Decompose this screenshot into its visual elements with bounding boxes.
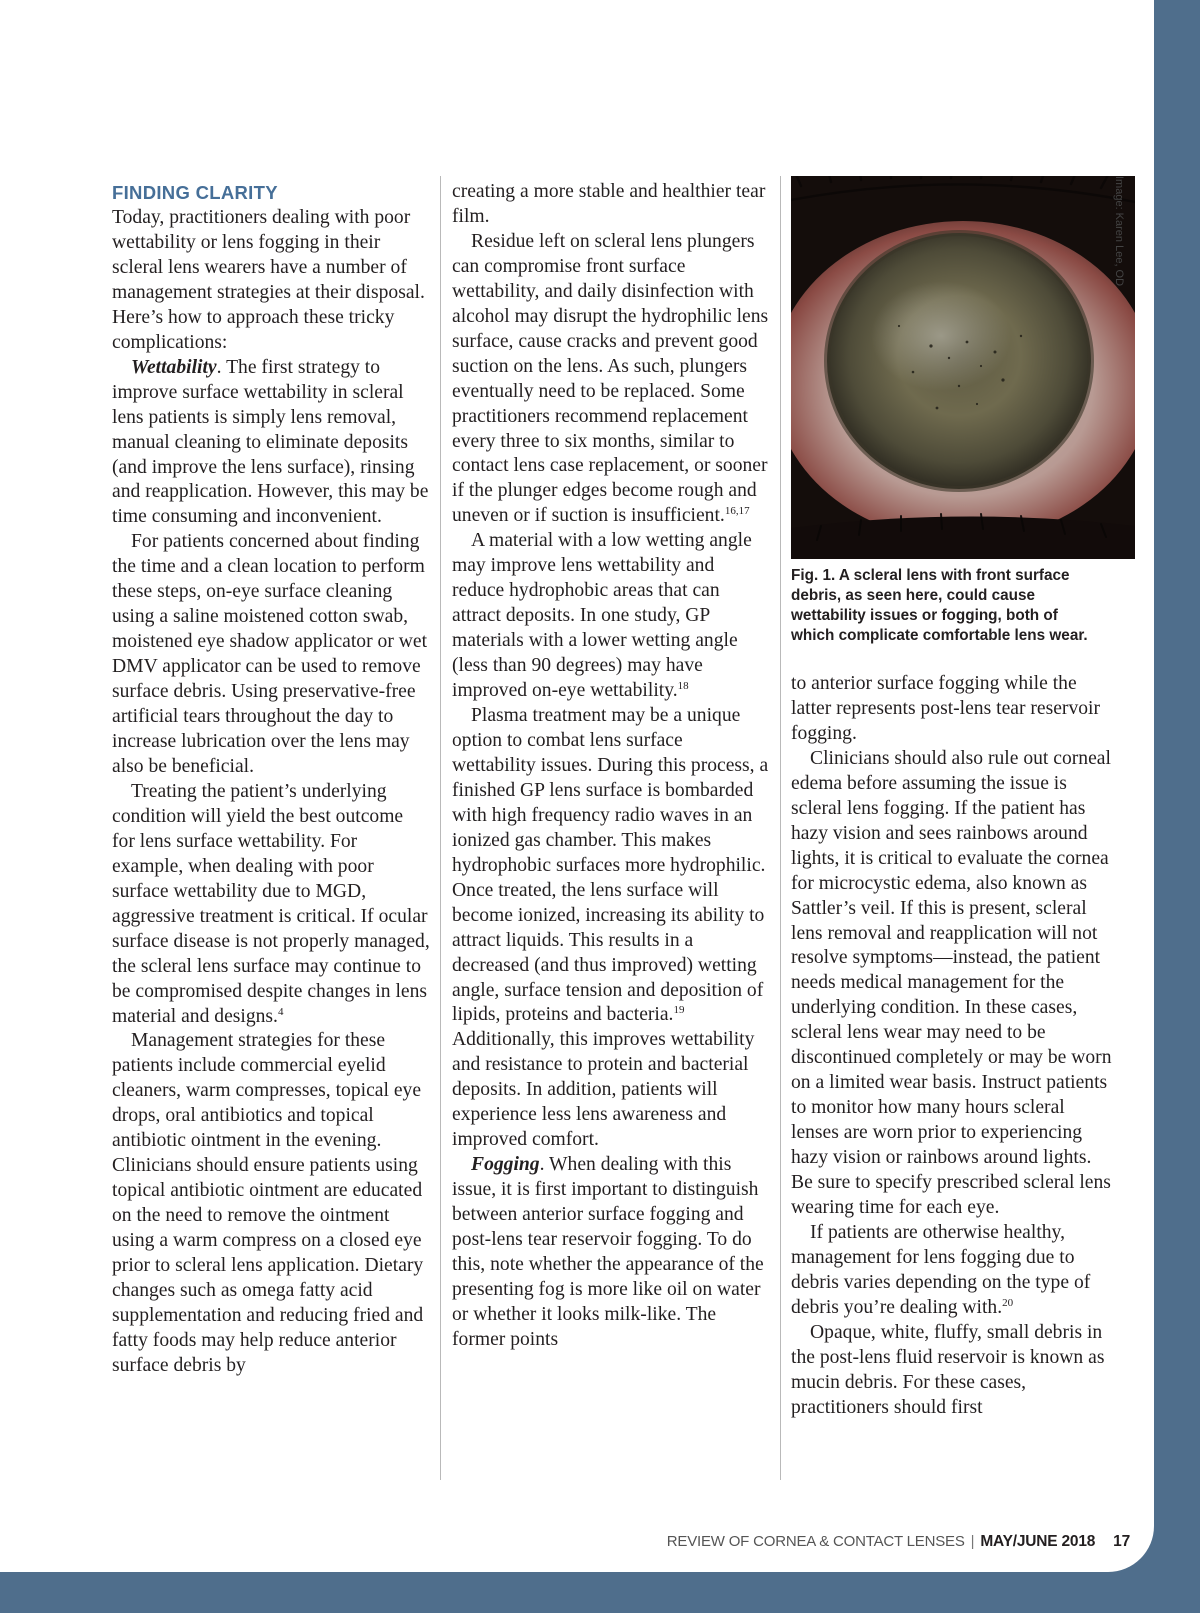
reference-marker: 4 — [277, 1005, 284, 1018]
paragraph: Plasma treatment may be a unique option to combat lens surface wettability issues. During this process, a finished GP lens surface is bombarded with high frequency radio waves in an ionized gas chamber. This makes hydrophobic surfaces more hydrophilic. Once treated, the lens surface will become ionized, increasing its ability to attract liquids. This results in a decreased (and thus improved) wetting angle, surface tension and deposition of lipids, proteins and bacteria.$^{19}$ Additionally, this improves wettability and resistance to protein and bacterial deposits. In addition, patients will experience less lens awareness and improved comfort. — [452, 705, 769, 1151]
image-credit: Image: Karen Lee, OD — [1113, 176, 1125, 287]
reference-marker: 20 — [1002, 1296, 1014, 1309]
paragraph: to anterior surface fogging while the latter represents post-lens tear reservoir fogging. — [791, 673, 1101, 744]
text-column-1 — [112, 180, 430, 1379]
paragraph: Treating the patient’s underlying condition will yield the best outcome for lens surface wettability. For example, when dealing with poor surface wettability due to MGD, aggressive treatment is critical. If ocular surface disease is not properly managed, the scleral lens surface may continue to be compromised despite changes in lens material and designs.$^4$ — [112, 780, 430, 1027]
section-heading: FINDING CLARITY — [112, 182, 278, 203]
reference-marker: 16,17 — [724, 505, 750, 518]
paragraph: Wettability. The first strategy to improve surface wettability in scleral lens patients is simply lens removal, manual cleaning to eliminate deposits (and improve the lens surface), rinsing and reapplication. However, this may be time consuming and inconvenient. — [112, 356, 429, 528]
paragraph: For patients concerned about finding the time and a clean location to perform these steps, on-eye surface cleaning using a saline moistened cotton swab, moistened eye shadow applicator or wet DMV applicator can be used to remove surface debris. Using preservative-free artificial tears throughout the day to increase lubrication over the lens may also be beneficial. — [112, 531, 428, 777]
publication-name: REVIEW OF CORNEA & CONTACT LENSES — [666, 1533, 965, 1550]
page-number: 17 — [1113, 1533, 1130, 1550]
paragraph: Residue left on scleral lens plungers can compromise front surface wettability, and daily disinfection with alcohol may disrupt the hydrophilic lens surface, cause cracks and prevent good suction on the lens. As such, plungers eventually need to be replaced. Some practitioners recommend replacement every three to six months, similar to contact lens case replacement, or sooner if the plunger edges become rough and uneven or if suction is insufficient.$^{16,17}$ — [452, 230, 769, 527]
paragraph: If patients are otherwise healthy, management for lens fogging due to debris varies depending on the type of debris you’re dealing with.$^{20}$ — [791, 1221, 1091, 1318]
figure-caption: Fig. 1. A scleral lens with front surface debris, as seen here, could cause wettability issues or fogging, both of which complicate comfortable lens wear. — [791, 567, 1088, 644]
text-column-2 — [452, 180, 770, 1353]
paragraph: creating a more stable and healthier tear film. — [452, 181, 766, 227]
paragraph: Fogging. When dealing with this issue, it is first important to distinguish between anterior surface fogging and post-lens tear reservoir fogging. To do this, note whether the appearance of the presenting fog is more like oil on water or whether it looks milk-like. The former points — [452, 1154, 764, 1350]
reference-marker: 19 — [673, 1004, 685, 1017]
figure-image — [791, 176, 1135, 559]
paragraph: Management strategies for these patients include commercial eyelid cleaners, warm compresses, topical eye drops, oral antibiotics and topical antibiotic ointment in the evening. Clinicians should ensure patients using topical antibiotic ointment are educated on the need to remove the ointment using a warm compress on a closed eye prior to scleral lens application. Dietary changes such as omega fatty acid supplementation and reducing fried and fatty foods may help reduce anterior surface debris by — [112, 1030, 424, 1376]
paragraph: A material with a low wetting angle may improve lens wettability and reduce hydrophobic areas that can attract deposits. In one study, GP materials with a lower wetting angle (less than 90 degrees) may have improved on-eye wettability.$^{18}$ — [452, 530, 752, 702]
column-divider — [440, 176, 441, 1480]
reference-marker: 18 — [677, 680, 689, 693]
scleral-lens-eye-photo — [791, 176, 1135, 559]
footer-separator: | — [970, 1533, 975, 1550]
paragraph: Clinicians should also rule out corneal edema before assuming the issue is scleral lens fogging. If the patient has hazy vision and sees rainbows around lights, it is critical to evaluate the cornea for microcystic edema, also known as Sattler’s veil. If this is present, scleral lens removal and reapplication will not resolve symptoms—instead, the patient needs medical management for the underlying condition. In these cases, scleral lens wear may need to be discontinued completely or may be worn on a limited wear basis. Instruct patients to monitor how many hours scleral lenses are worn prior to experiencing hazy vision or rainbows around lights. Be sure to specify prescribed scleral lens wearing time for each eye. — [791, 747, 1112, 1219]
text-column-3 — [791, 672, 1113, 1421]
page-footer — [667, 1533, 1130, 1551]
run-in-heading: Wettability — [131, 356, 217, 378]
paragraph: Opaque, white, fluffy, small debris in the post-lens fluid reservoir is known as mucin debris. For these cases, practitioners should first — [791, 1321, 1105, 1418]
column-divider — [780, 176, 781, 1480]
run-in-heading: Fogging — [471, 1154, 540, 1176]
paragraph: Today, practitioners dealing with poor wettability or lens fogging in their scleral lens wearers have a number of management strategies at their disposal. Here’s how to approach these tricky complications: — [112, 207, 425, 353]
issue-date: MAY/JUNE 2018 — [980, 1533, 1096, 1550]
